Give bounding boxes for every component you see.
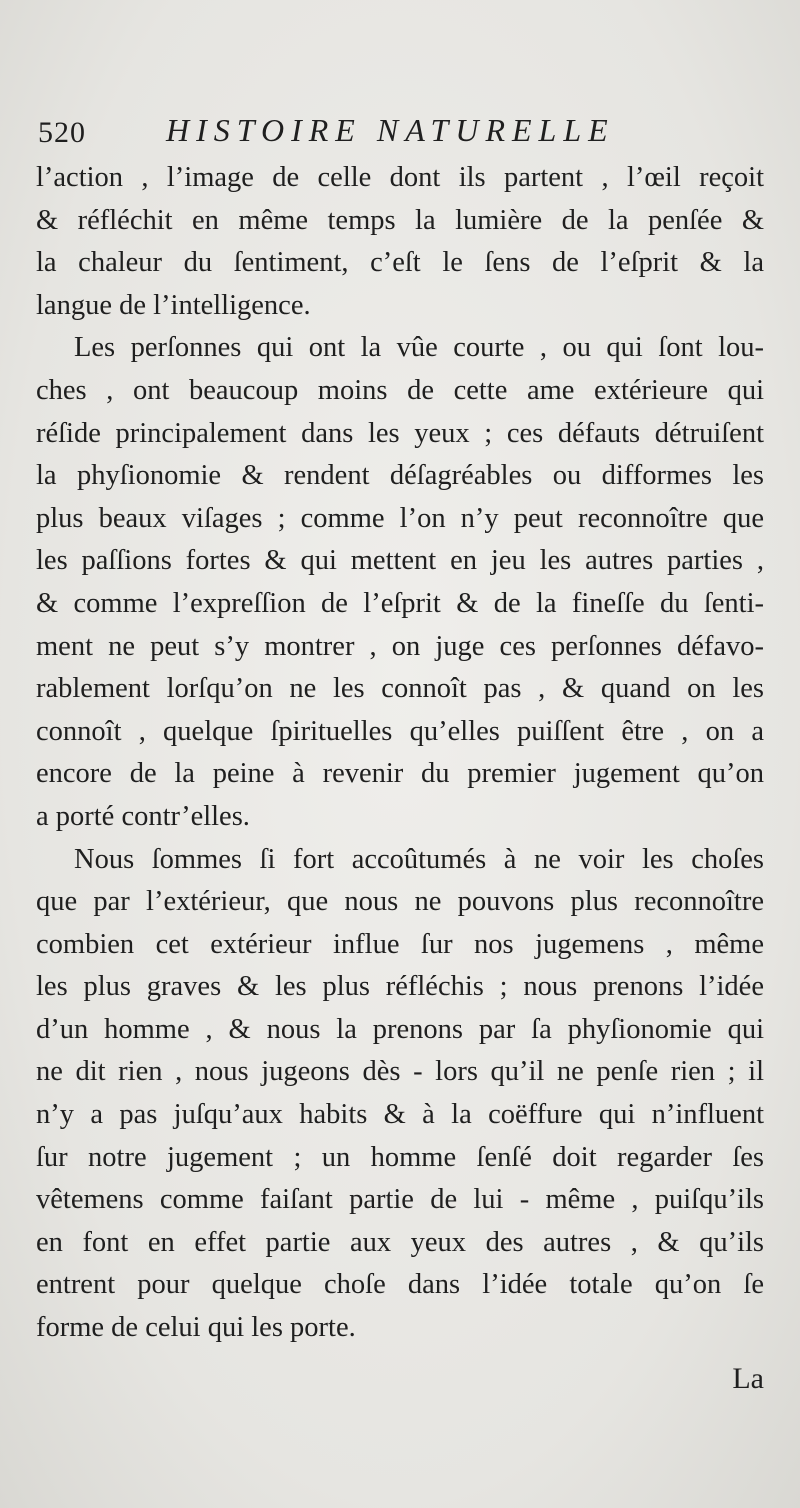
text-line: d’un homme , & nous la prenons par ſa phyſionomie qui [36,1013,764,1045]
text-line: & comme l’expreſſion de l’eſprit & de la fineſſe du ſenti- [36,587,764,619]
text-line: n’y a pas juſqu’aux habits & à la coëffure qui n’influent [36,1099,764,1131]
text-line: ches , ont beaucoup moins de cette ame extérieure qui [36,374,764,406]
paragraph [36,157,764,327]
text-line: plus beaux viſages ; comme l’on n’y peut reconnoître que [36,502,764,534]
catchword: La [732,1362,764,1395]
text-line: langue de l’intelligence. [36,289,311,321]
text-line: l’action , l’image de celle dont ils partent , l’œil reçoit [36,162,764,193]
text-line: les paſſions fortes & qui mettent en jeu les autres parties , [36,545,764,577]
text-line: réſide principalement dans les yeux ; ces défauts détruiſent [36,417,764,449]
text-line: ſur notre jugement ; un homme ſenſé doit regarder ſes [36,1141,764,1173]
text-line: a porté contr’elles. [36,800,250,832]
text-line: & réfléchit en même temps la lumière de la penſée & [36,204,764,236]
running-head [38,112,758,152]
text-line: les plus graves & les plus réfléchis ; nous prenons l’idée [36,971,764,1003]
text-line: encore de la peine à revenir du premier jugement qu’on [36,758,764,790]
paragraph [36,839,764,1350]
text-line: combien cet extérieur influe ſur nos jugemens , même [36,928,764,960]
page-number: 520 [38,116,86,149]
text-line: en font en effet partie aux yeux des autres , & qu’ils [36,1226,764,1258]
text-body [36,157,764,1350]
text-line: entrent pour quelque choſe dans l’idée totale qu’on ſe [36,1269,764,1301]
text-line: connoît , quelque ſpirituelles qu’elles puiſſent être , on a [36,715,764,747]
text-line: forme de celui qui les porte. [36,1312,356,1344]
text-line: rablement lorſqu’on ne les connoît pas , & quand on les [36,673,764,705]
text-line: ment ne peut s’y montrer , on juge ces perſonnes défavo- [36,630,764,662]
text-line: vêtemens comme faiſant partie de lui - même , puiſqu’ils [36,1184,764,1216]
text-line: Nous ſommes ſi fort accoûtumés à ne voir les choſes [74,843,764,875]
text-line: Les perſonnes qui ont la vûe courte , ou qui ſont lou- [74,332,764,364]
running-title: HISTOIRE NATURELLE [166,112,615,148]
text-line: que par l’extérieur, que nous ne pouvons plus reconnoître [36,886,764,918]
paragraph [36,327,764,838]
text-line: ne dit rien , nous jugeons dès - lors qu’il ne penſe rien ; il [36,1056,764,1088]
text-line: la chaleur du ſentiment, c’eſt le ſens de l’eſprit & la [36,247,764,279]
text-line: la phyſionomie & rendent déſagréables ou difformes les [36,460,764,492]
